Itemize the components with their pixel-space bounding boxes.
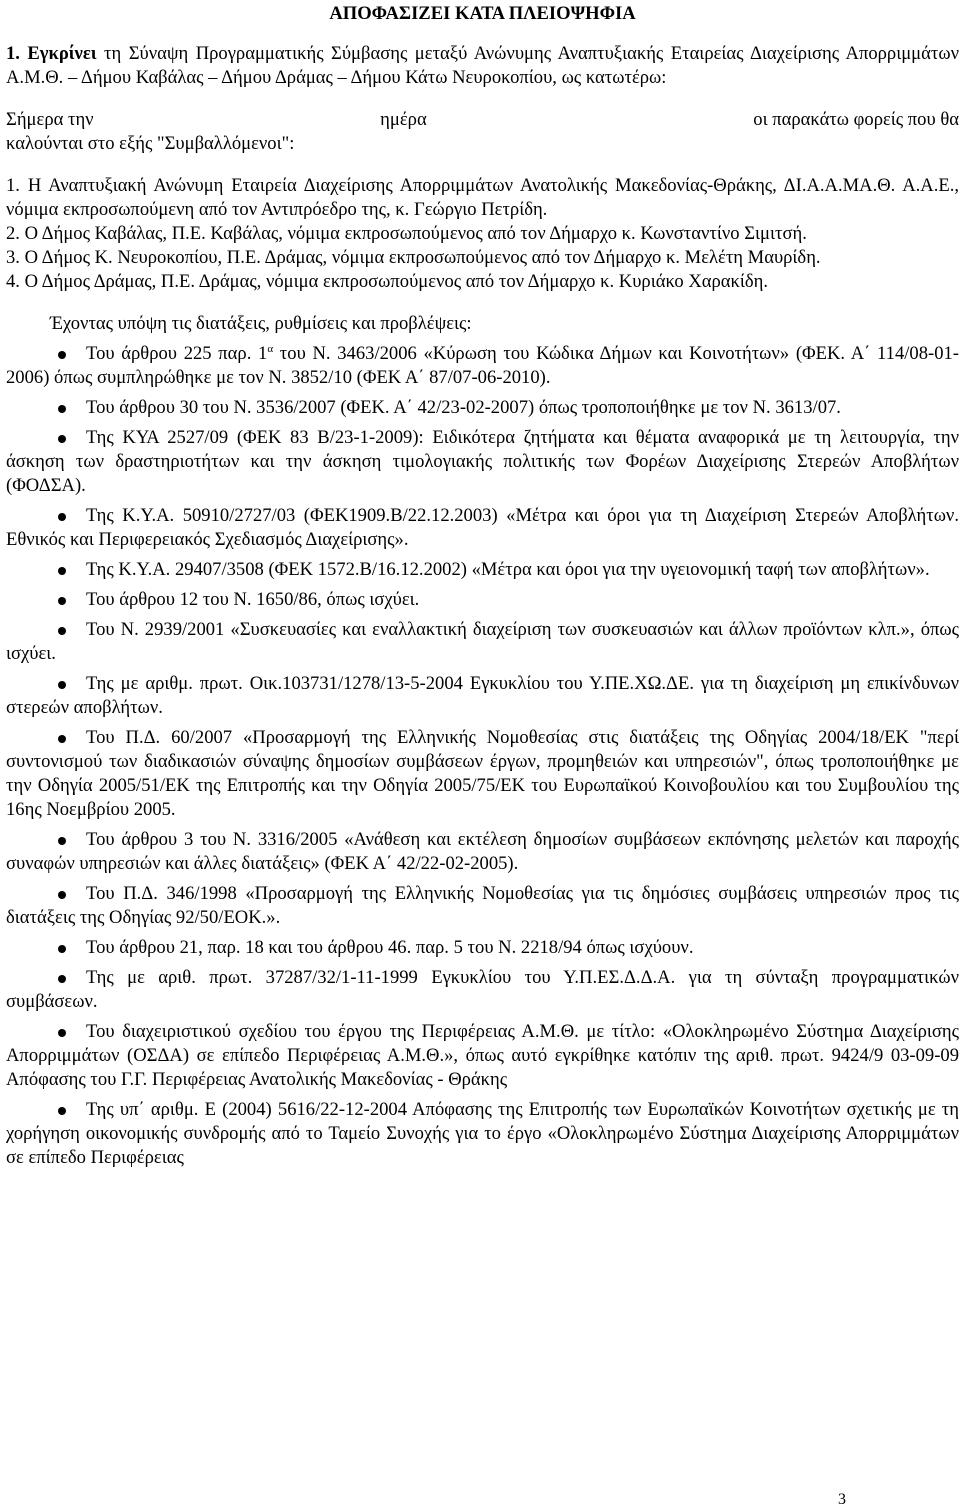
bullet-icon — [58, 975, 66, 983]
bullet-icon — [58, 351, 66, 359]
today-right: οι παρακάτω φορείς που θα — [753, 109, 959, 130]
decision-text: τη Σύναψη Προγραμματικής Σύμβασης μεταξύ Ανώνυμης Αναπτυξιακής Εταιρείας Διαχείρισης Απορριμμάτων Α.Μ.Θ. – Δήμου Καβάλας – Δήμου Δράμας – Δήμου Κάτω Νευροκοπίου, ως κατωτέρω: — [6, 43, 960, 88]
list-item: Του άρθρου 3 του Ν. 3316/2005 «Ανάθεση και εκτέλεση δημοσίων συμβάσεων εκπόνησης μελετών και παροχής συναφών υπηρεσιών και άλλες διατάξεις» (ΦΕΚ Α΄ 42/22-02-2005). — [6, 829, 959, 874]
list-item: Του άρθρου 12 του Ν. 1650/86, όπως ισχύει. — [6, 588, 959, 612]
list-item: Της ΚΥΑ 2527/09 (ΦΕΚ 83 Β/23-1-2009): Ειδικότερα ζητήματα και θέματα αναφορικά με τη λειτουργία, την άσκηση των δραστηριοτήτων και την άσκηση τιμολογιακής πολιτικής των Φορέων Διαχείρισης Στερεών Αποβλήτων (ΦΟΔΣΑ). — [6, 427, 959, 496]
decision-heading: ΑΠΟΦΑΣΙΖΕΙ ΚΑΤΑ ΠΛΕΙΟΨΗΦΙΑ — [329, 3, 636, 24]
bullet-icon — [58, 597, 66, 605]
party-3: 3. Ο Δήμος Κ. Νευροκοπίου, Π.Ε. Δράμας, νόμιμα εκπροσωπούμενος από τον Δήμαρχο κ. Μελέτη Μαυρίδη. — [6, 247, 821, 268]
today-left: Σήμερα την — [6, 109, 94, 130]
provisions-list — [6, 342, 959, 1170]
decision-paragraph — [6, 42, 959, 90]
bullet-icon — [58, 1029, 66, 1037]
today-line-2: καλούνται στο εξής "Συμβαλλόμενοι": — [6, 133, 295, 154]
document-page — [6, 0, 959, 1170]
today-line — [6, 108, 959, 132]
party-4: 4. Ο Δήμος Δράμας, Π.Ε. Δράμας, νόμιμα εκπροσωπούμενος από τον Δήμαρχο κ. Κυριάκο Χαρακίδη. — [6, 271, 769, 292]
list-item: Του Ν. 2939/2001 «Συσκευασίες και εναλλακτική διαχείριση των συσκευασιών και άλλων προϊόντων κλπ.», όπως ισχύει. — [6, 619, 959, 664]
bullet-icon — [58, 1107, 66, 1115]
bullet-icon — [58, 945, 66, 953]
bullet-icon — [58, 405, 66, 413]
list-item: Του Π.Δ. 60/2007 «Προσαρμογή της Ελληνικής Νομοθεσίας στις διατάξεις της Οδηγίας 2004/18/ΕΚ "περί συντονισμού των διαδικασιών σύναψης δημοσίων συμβάσεων έργων, προμηθειών και υπηρεσιών", όπως τροποποιήθηκε με την Οδηγία 2005/51/ΕΚ της Επιτροπής και την Οδηγία 2005/75/ΕΚ του Ευρωπαϊκού Κοινοβουλίου και του Συμβουλίου της 16ης Νοεμβρίου 2005. — [6, 727, 959, 820]
list-item: Του Π.Δ. 346/1998 «Προσαρμογή της Ελληνικής Νομοθεσίας για τις δημόσιες συμβάσεις υπηρεσιών προς τις διατάξεις της Οδηγίας 92/50/ΕΟΚ.». — [6, 883, 959, 928]
list-item: Της υπ΄ αριθμ. Ε (2004) 5616/22-12-2004 Απόφασης της Επιτροπής των Ευρωπαϊκών Κοινοτήτων σχετικής με τη χορήγηση οικονομικής συνδρομής από το Ταμείο Συνοχής για το έργο «Ολοκληρωμένο Σύστημα Διαχείρισης Απορριμμάτων σε επίπεδο Περιφέρειας — [6, 1099, 959, 1168]
list-item: Του άρθρου 225 παρ. $1^\alpha$ του Ν. 3463/2006 «Κύρωση του Κώδικα Δήμων και Κοινοτήτων» (ΦΕΚ. Α΄ 114/08-01-2006) όπως συμπληρώθηκε με τον Ν. 3852/10 (ΦΕΚ Α΄ 87/07-06-2010). — [6, 342, 959, 388]
list-item: Του διαχειριστικού σχεδίου του έργου της Περιφέρειας Α.Μ.Θ. με τίτλο: «Ολοκληρωμένο Σύστημα Διαχείρισης Απορριμμάτων (ΟΣΔΑ) σε επίπεδο Περιφέρειας Α.Μ.Θ.», όπως αυτό εγκρίθηκε κατόπιν της αριθ. πρωτ. 9424/9 03-09-09 Απόφασης του Γ.Γ. Περιφέρειας Ανατολικής Μακεδονίας - Θράκης — [6, 1021, 959, 1090]
list-item: Της με αριθ. πρωτ. 37287/32/1-11-1999 Εγκυκλίου του Υ.Π.ΕΣ.Δ.Δ.Α. για τη σύνταξη προγραμματικών συμβάσεων. — [6, 967, 959, 1012]
party-2: 2. Ο Δήμος Καβάλας, Π.Ε. Καβάλας, νόμιμα εκπροσωπούμενος από τον Δήμαρχο κ. Κωνσταντίνο Σιμιτσή. — [6, 223, 807, 244]
list-item: Της Κ.Υ.Α. 29407/3508 (ΦΕΚ 1572.Β/16.12.2002) «Μέτρα και όροι για την υγειονομική ταφή των αποβλήτων». — [6, 558, 959, 582]
list-item: Της με αριθμ. πρωτ. Οικ.103731/1278/13-5-2004 Εγκυκλίου του Υ.ΠΕ.ΧΩ.ΔΕ. για τη διαχείριση μη επικίνδυνων στερεών αποβλήτων. — [6, 673, 959, 718]
today-middle: ημέρα — [380, 109, 427, 130]
list-item: Της Κ.Υ.Α. 50910/2727/03 (ΦΕΚ1909.Β/22.12.2003) «Μέτρα και όροι για τη Διαχείριση Στερεών Αποβλήτων. Εθνικός και Περιφερειακός Σχεδιασμός Διαχείρισης». — [6, 505, 959, 550]
bullet-icon — [58, 435, 66, 443]
bullet-icon — [58, 735, 66, 743]
bullet-icon — [58, 681, 66, 689]
bullet-icon — [58, 567, 66, 575]
page-number: 3 — [838, 1491, 846, 1508]
decision-lead: 1. Εγκρίνει — [6, 43, 97, 64]
list-item: Του άρθρου 30 του Ν. 3536/2007 (ΦΕΚ. Α΄ 42/23-02-2007) όπως τροποποιήθηκε με τον Ν. 3613/07. — [6, 396, 959, 420]
considering-line: Έχοντας υπόψη τις διατάξεις, ρυθμίσεις και προβλέψεις: — [50, 313, 472, 334]
party-1: 1. Η Αναπτυξιακή Ανώνυμη Εταιρεία Διαχείρισης Απορριμμάτων Ανατολικής Μακεδονίας-Θράκης, ΔΙ.Α.Α.ΜΑ.Θ. Α.Α.Ε., νόμιμα εκπροσωπούμενη από τον Αντιπρόεδρο της, κ. Γεώργιο Πετρίδη. — [6, 175, 959, 220]
bullet-icon — [58, 627, 66, 635]
bullet-icon — [58, 513, 66, 521]
list-item: Του άρθρου 21, παρ. 18 και του άρθρου 46. παρ. 5 του Ν. 2218/94 όπως ισχύουν. — [6, 936, 959, 960]
bullet-icon — [58, 891, 66, 899]
bullet-icon — [58, 837, 66, 845]
